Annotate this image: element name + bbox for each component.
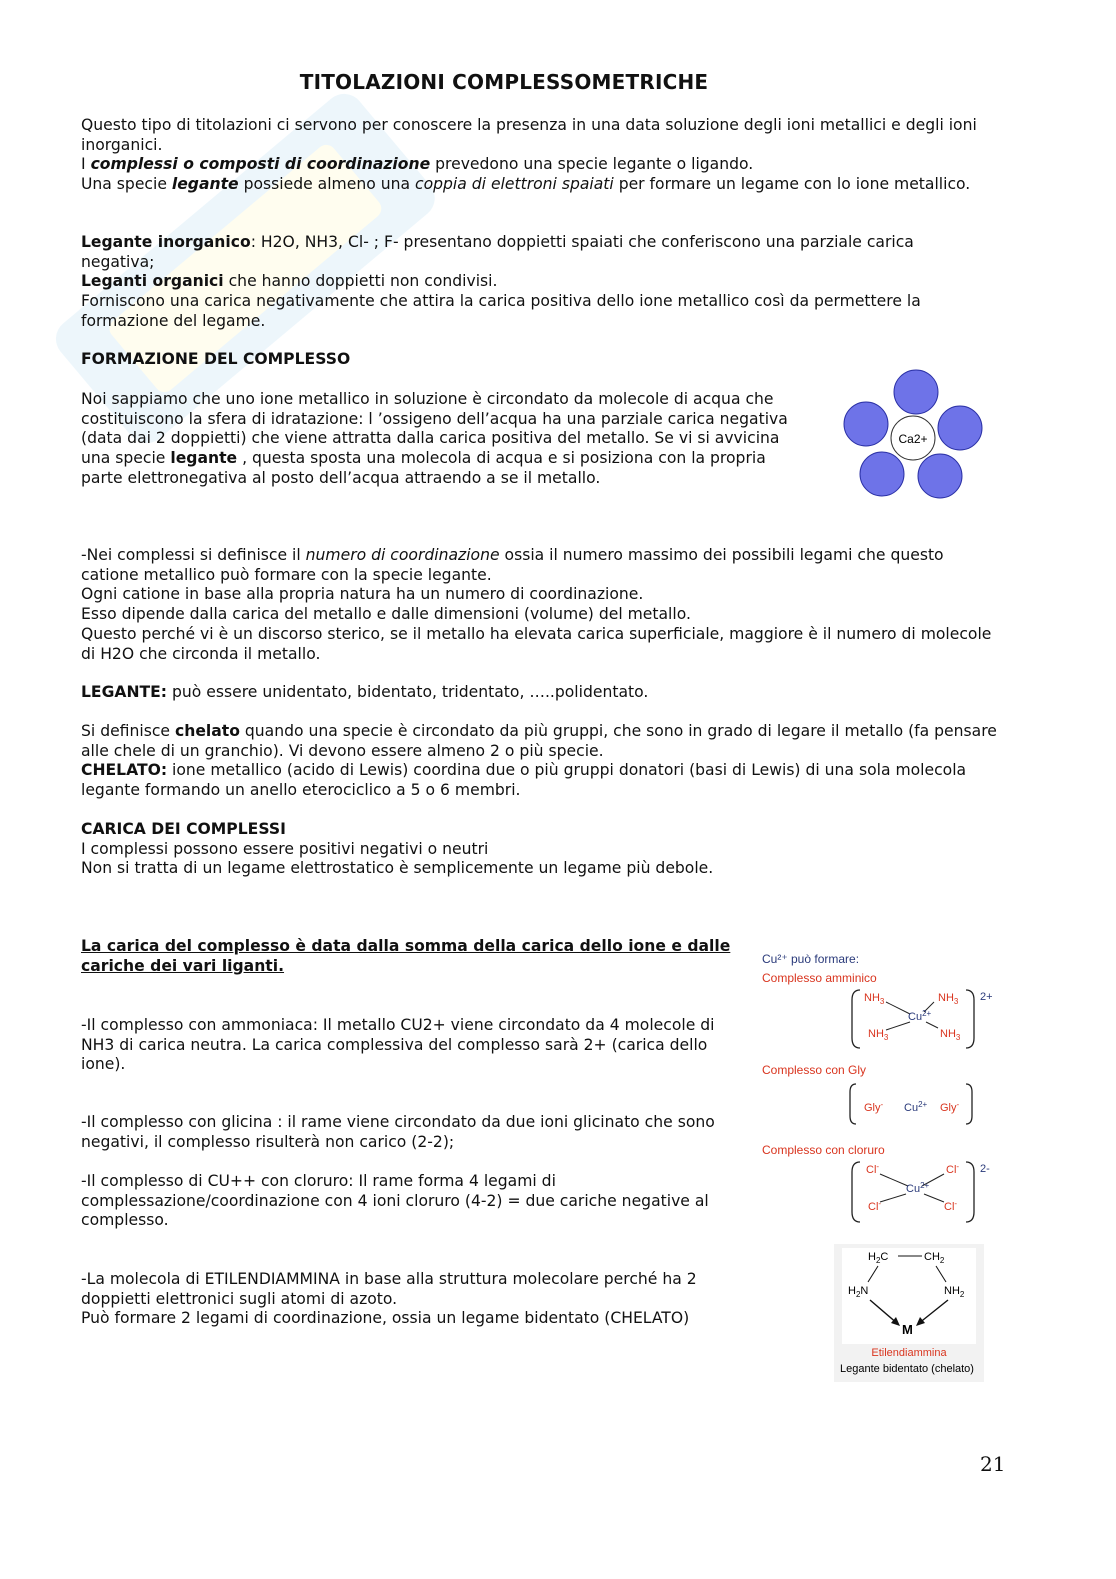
- nh3-ligand: $NH_3$: [940, 1028, 961, 1042]
- copper-ion: $Cu^{2+}$: [904, 1100, 928, 1114]
- page-number: 21: [980, 1452, 1006, 1476]
- coordinazione-line: Ogni catione in base alla propria natura ha un numero di coordinazione.: [81, 585, 644, 604]
- amino-group: $H_2N$: [848, 1285, 869, 1299]
- intro-paragraph: Questo tipo di titolazioni ci servono per conoscere la presenza in una data soluzione degli ioni metallici e degli ioni inorganici.: [81, 116, 977, 154]
- chelato-section: [81, 722, 1001, 801]
- page-title: TITOLAZIONI COMPLESSOMETRICHE: [299, 70, 709, 94]
- glicina-paragraph: -Il complesso con glicina : il rame viene circondato da due ioni glicinato che sono negativi, il complesso risulterà non carico (2-2);: [81, 1113, 715, 1151]
- chelato-definition: Si definisce chelato quando una specie è circondato da più gruppi, che sono in grado di legare il metallo (fa pensare alle chele di un granchio). Vi devono essere almeno 2 o più specie.: [81, 722, 997, 760]
- nh3-ligand: $NH_3$: [938, 992, 959, 1006]
- figure-header: Cu²⁺ può formare:: [762, 952, 860, 966]
- coordinazione-section: [81, 546, 996, 664]
- coordinazione-line: Esso dipende dalla carica del metallo e dalle dimensioni (volume) del metallo.: [81, 605, 691, 624]
- bracket-right: [966, 1084, 972, 1124]
- etilendiammina-paragraph: -La molecola di ETILENDIAMMINA in base alla struttura molecolare perché ha 2 doppietti elettronici sugli atomi di azoto.: [81, 1270, 697, 1308]
- carica-rule: La carica del complesso è data dalla somma della carica dello ione e dalle cariche dei vari liganti.: [81, 937, 731, 975]
- complesso-gly-title: Complesso con Gly: [762, 1063, 867, 1077]
- chloride-ligand: Cl-: [868, 1199, 882, 1213]
- water-sphere: [894, 370, 938, 414]
- amino-group: $NH_2$: [944, 1285, 965, 1299]
- complesso-amminico-title: Complesso amminico: [762, 971, 877, 985]
- intro-section: [81, 116, 981, 195]
- cloruro-paragraph: -Il complesso di CU++ con cloruro: Il rame forma 4 legami di complessazione/coordinazione con 4 ioni cloruro (4-2) = due cariche negative al complesso.: [81, 1172, 709, 1230]
- bracket-right: [966, 990, 974, 1048]
- chloride-ligand: Cl-: [866, 1162, 880, 1176]
- bond-line: [886, 1022, 910, 1030]
- formazione-heading: FORMAZIONE DEL COMPLESSO: [81, 350, 351, 368]
- complex-charge: 2-: [980, 1163, 990, 1175]
- water-sphere: [918, 454, 962, 498]
- leganti-organici: Leganti organici che hanno doppietti non condivisi.: [81, 272, 498, 291]
- coordinazione-line: Questo perché vi è un discorso sterico, se il metallo ha elevata carica superficiale, maggiore è il numero di molecole di H2O che circonda il metallo.: [81, 624, 992, 663]
- carica-paragraph: Forniscono una carica negativamente che attira la carica positiva dello ione metallico così da permettere la formazione del legame.: [81, 292, 921, 330]
- etilendiammina-section: [81, 1270, 751, 1329]
- legante-inorganico: Legante inorganico: H2O, NH3, Cl- ; F- presentano doppietti spaiati che conferiscono una parziale carica negativa;: [81, 233, 914, 271]
- complessi-definition: I complessi o composti di coordinazione prevedono una specie legante o ligando.: [81, 155, 754, 174]
- complex-charge: 2+: [980, 991, 993, 1003]
- ethylenediamine-figure: [834, 1244, 984, 1382]
- complesso-cloruro-title: Complesso con cloruro: [762, 1143, 885, 1157]
- copper-complexes-figure: [756, 946, 1006, 1236]
- ch2-group: $CH_2$: [924, 1251, 945, 1265]
- bracket-left: [852, 990, 860, 1048]
- bond-line: [886, 1002, 910, 1014]
- nh3-ligand: $NH_3$: [868, 1028, 889, 1042]
- chloride-ligand: Cl-: [944, 1199, 958, 1213]
- bond-line: [926, 1022, 938, 1028]
- carica-section: [81, 820, 996, 879]
- copper-ion: $Cu^{2+}$: [908, 1009, 932, 1023]
- numero-coordinazione: -Nei complessi si definisce il numero di coordinazione ossia il numero massimo dei possibili legami che questo catione metallico può formare con la specie legante.: [81, 546, 944, 584]
- metal-label: M: [902, 1322, 913, 1337]
- carica-line: I complessi possono essere positivi negativi o neutri: [81, 839, 489, 858]
- metal-ion-label: Ca2+: [898, 432, 928, 446]
- gly-ligand: Gly-: [864, 1100, 884, 1114]
- formazione-paragraph: Noi sappiamo che uno ione metallico in soluzione è circondato da molecole di acqua che costituiscono la sfera di idratazione: l ’ossigeno dell’acqua ha una parziale carica negativa (data dai 2 doppietti) che viene attratta dalla carica positiva del metallo. Se vi si avvicina una specie legante , questa sposta una molecola di acqua e si posiziona con la propria parte elettronegativa al posto dell’acqua attraendo a se il metallo.: [81, 390, 788, 487]
- chloride-ligand: Cl-: [946, 1162, 960, 1176]
- etilendiammina-paragraph: Può formare 2 legami di coordinazione, ossia un legame bidentato (CHELATO): [81, 1309, 690, 1328]
- carica-heading: CARICA DEI COMPLESSI: [81, 820, 286, 838]
- gly-ligand: Gly-: [940, 1100, 960, 1114]
- water-sphere: [938, 406, 982, 450]
- etilendiammina-name: Etilendiammina: [871, 1347, 947, 1359]
- bracket-right: [966, 1162, 974, 1222]
- bond-line: [924, 1194, 944, 1202]
- chelato-detail: CHELATO: ione metallico (acido di Lewis) coordina due o più gruppi donatori (basi di Lewis) di una sola molecola legante formando un anello eterociclico a 5 o 6 membri.: [81, 761, 967, 800]
- water-sphere: [844, 402, 888, 446]
- leganti-section: [81, 233, 991, 332]
- hydration-sphere-figure: [838, 366, 988, 504]
- carica-line: Non si tratta di un legame elettrostatico è semplicemente un legame più debole.: [81, 859, 714, 878]
- copper-ion: $Cu^{2+}$: [906, 1181, 930, 1195]
- legante-definition: Una specie legante possiede almeno una coppia di elettroni spaiati per formare un legame con lo ione metallico.: [81, 175, 971, 194]
- legante-types: LEGANTE: può essere unidentato, bidentato, tridentato, …..polidentato.: [81, 683, 649, 701]
- h2c-group: $H_2C$: [868, 1251, 889, 1265]
- nh3-ligand: $NH_3$: [864, 992, 885, 1006]
- etilendiammina-caption: Legante bidentato (chelato): [840, 1363, 974, 1375]
- bracket-left: [850, 1084, 856, 1124]
- bond-line: [880, 1194, 906, 1202]
- ammoniaca-paragraph: -Il complesso con ammoniaca: Il metallo CU2+ viene circondato da 4 molecole di NH3 di carica neutra. La carica complessiva del complesso sarà 2+ (carica dello ione).: [81, 1016, 715, 1074]
- water-sphere: [860, 452, 904, 496]
- bracket-left: [852, 1162, 860, 1222]
- bond-line: [880, 1174, 908, 1186]
